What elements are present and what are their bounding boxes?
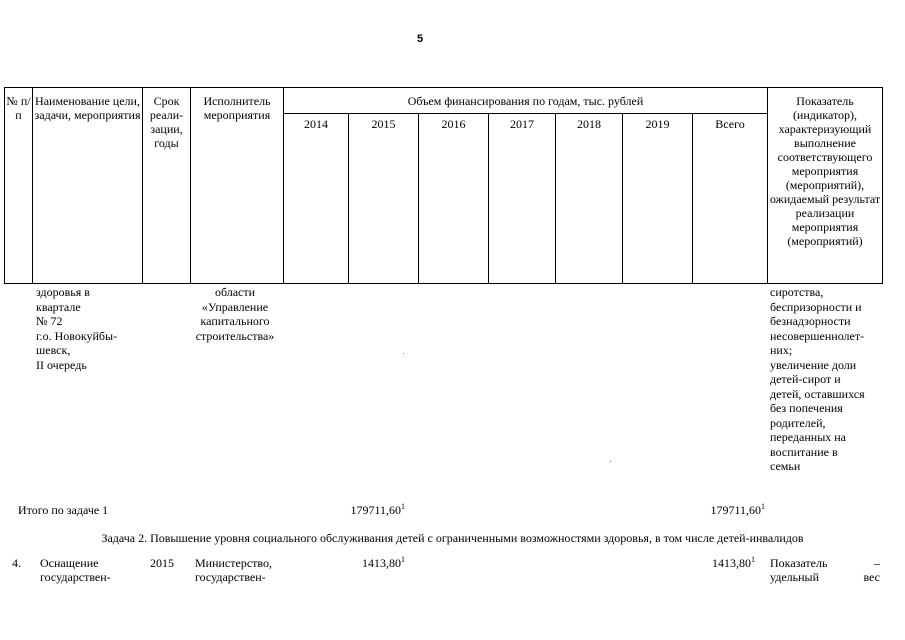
name-line: квартале bbox=[36, 299, 81, 314]
indicator-line: семьи bbox=[770, 459, 801, 473]
row4-indicator-word: Показатель bbox=[770, 556, 828, 570]
name-line: г.о. Новокуйбы- bbox=[36, 328, 118, 343]
header-financing: Объем финансирования по годам, тыс. рублей bbox=[284, 88, 768, 114]
executor-line: строительства» bbox=[195, 328, 275, 343]
row4-indicator-line bbox=[770, 570, 880, 584]
row4-indicator bbox=[770, 556, 880, 584]
header-year-2016: 2016 bbox=[419, 114, 489, 284]
name-line: шевск, bbox=[36, 343, 71, 357]
total-task1-total-value: 179711,60 bbox=[710, 503, 761, 517]
row4-total-value: 1413,80 bbox=[712, 556, 751, 570]
row4-indicator-dash: – bbox=[874, 556, 880, 570]
continued-name bbox=[36, 285, 136, 372]
row4-name-line: Оснащение bbox=[40, 556, 99, 570]
indicator-line: беспризорности и bbox=[770, 299, 862, 314]
header-year-total: Всего bbox=[693, 114, 768, 284]
executor-line: капитального bbox=[200, 314, 270, 328]
continued-indicator bbox=[770, 285, 885, 474]
indicator-line: переданных на bbox=[770, 430, 847, 444]
indicator-line: несовершеннолет- bbox=[770, 328, 865, 343]
row4-indicator-word: удельный bbox=[770, 570, 820, 584]
indicator-line: увеличение доли bbox=[770, 357, 857, 372]
indicator-line: детей, оставшихся bbox=[770, 386, 865, 401]
indicator-line: безнадзорности bbox=[770, 314, 851, 328]
continued-executor bbox=[185, 285, 285, 343]
scan-speck bbox=[403, 353, 404, 354]
row4-indicator-word: вес bbox=[863, 570, 880, 584]
header-year-2019: 2019 bbox=[623, 114, 693, 284]
row4-indicator-line bbox=[770, 556, 880, 570]
header-name: Наименование цели, задачи, мероприятия bbox=[33, 88, 143, 284]
header-indicator: Показатель (индикатор), характеризующий выполнение соответствующего мероприятия (мероприятий), ожидаемый результат реализации мероприятия (мероприятий) bbox=[768, 88, 883, 284]
page-number: 5 bbox=[416, 33, 424, 45]
row4-total bbox=[670, 556, 755, 570]
total-task1-2015 bbox=[330, 503, 405, 517]
table-header bbox=[4, 87, 883, 284]
scan-speck bbox=[610, 461, 611, 462]
header-term: Срок реали-зации, годы bbox=[143, 88, 191, 284]
name-line: № 72 bbox=[36, 314, 63, 328]
footnote-mark: 1 bbox=[401, 555, 405, 564]
footnote-mark: 1 bbox=[761, 502, 765, 511]
header-year-2014: 2014 bbox=[284, 114, 349, 284]
row4-2015-value: 1413,80 bbox=[362, 556, 401, 570]
indicator-line: сиротства, bbox=[770, 285, 824, 299]
row4-name bbox=[40, 556, 140, 584]
total-task1-label: Итого по задаче 1 bbox=[18, 503, 109, 517]
indicator-line: детей-сирот и bbox=[770, 372, 841, 386]
executor-line: «Управление bbox=[201, 299, 269, 314]
row4-executor-line: государствен- bbox=[195, 570, 266, 584]
header-executor: Исполнитель мероприятия bbox=[191, 88, 284, 284]
name-line: здоровья в bbox=[36, 285, 90, 299]
footnote-mark: 1 bbox=[401, 502, 405, 511]
executor-line: области bbox=[214, 285, 256, 299]
row4-num: 4. bbox=[12, 556, 21, 570]
header-year-2017: 2017 bbox=[489, 114, 556, 284]
indicator-line: воспитание в bbox=[770, 444, 838, 459]
row4-executor-line: Министерство, bbox=[195, 556, 272, 570]
row4-name-line: государствен- bbox=[40, 570, 111, 584]
footnote-mark: 1 bbox=[751, 555, 755, 564]
indicator-line: родителей, bbox=[770, 415, 826, 430]
row4-term: 2015 bbox=[150, 556, 174, 570]
total-task1-2015-value: 179711,60 bbox=[350, 503, 401, 517]
total-task1-total bbox=[685, 503, 765, 517]
indicator-line: без попечения bbox=[770, 401, 843, 415]
indicator-line: них; bbox=[770, 343, 793, 357]
name-line: II очередь bbox=[36, 357, 87, 372]
row4-2015 bbox=[330, 556, 405, 570]
task2-title: Задача 2. Повышение уровня социального обслуживания детей с ограниченными возможностями здоровья, в том числе детей-инвалидов bbox=[101, 531, 804, 545]
row4-executor bbox=[195, 556, 290, 584]
header-num: № п/п bbox=[5, 88, 33, 284]
header-year-2015: 2015 bbox=[349, 114, 419, 284]
header-year-2018: 2018 bbox=[556, 114, 623, 284]
